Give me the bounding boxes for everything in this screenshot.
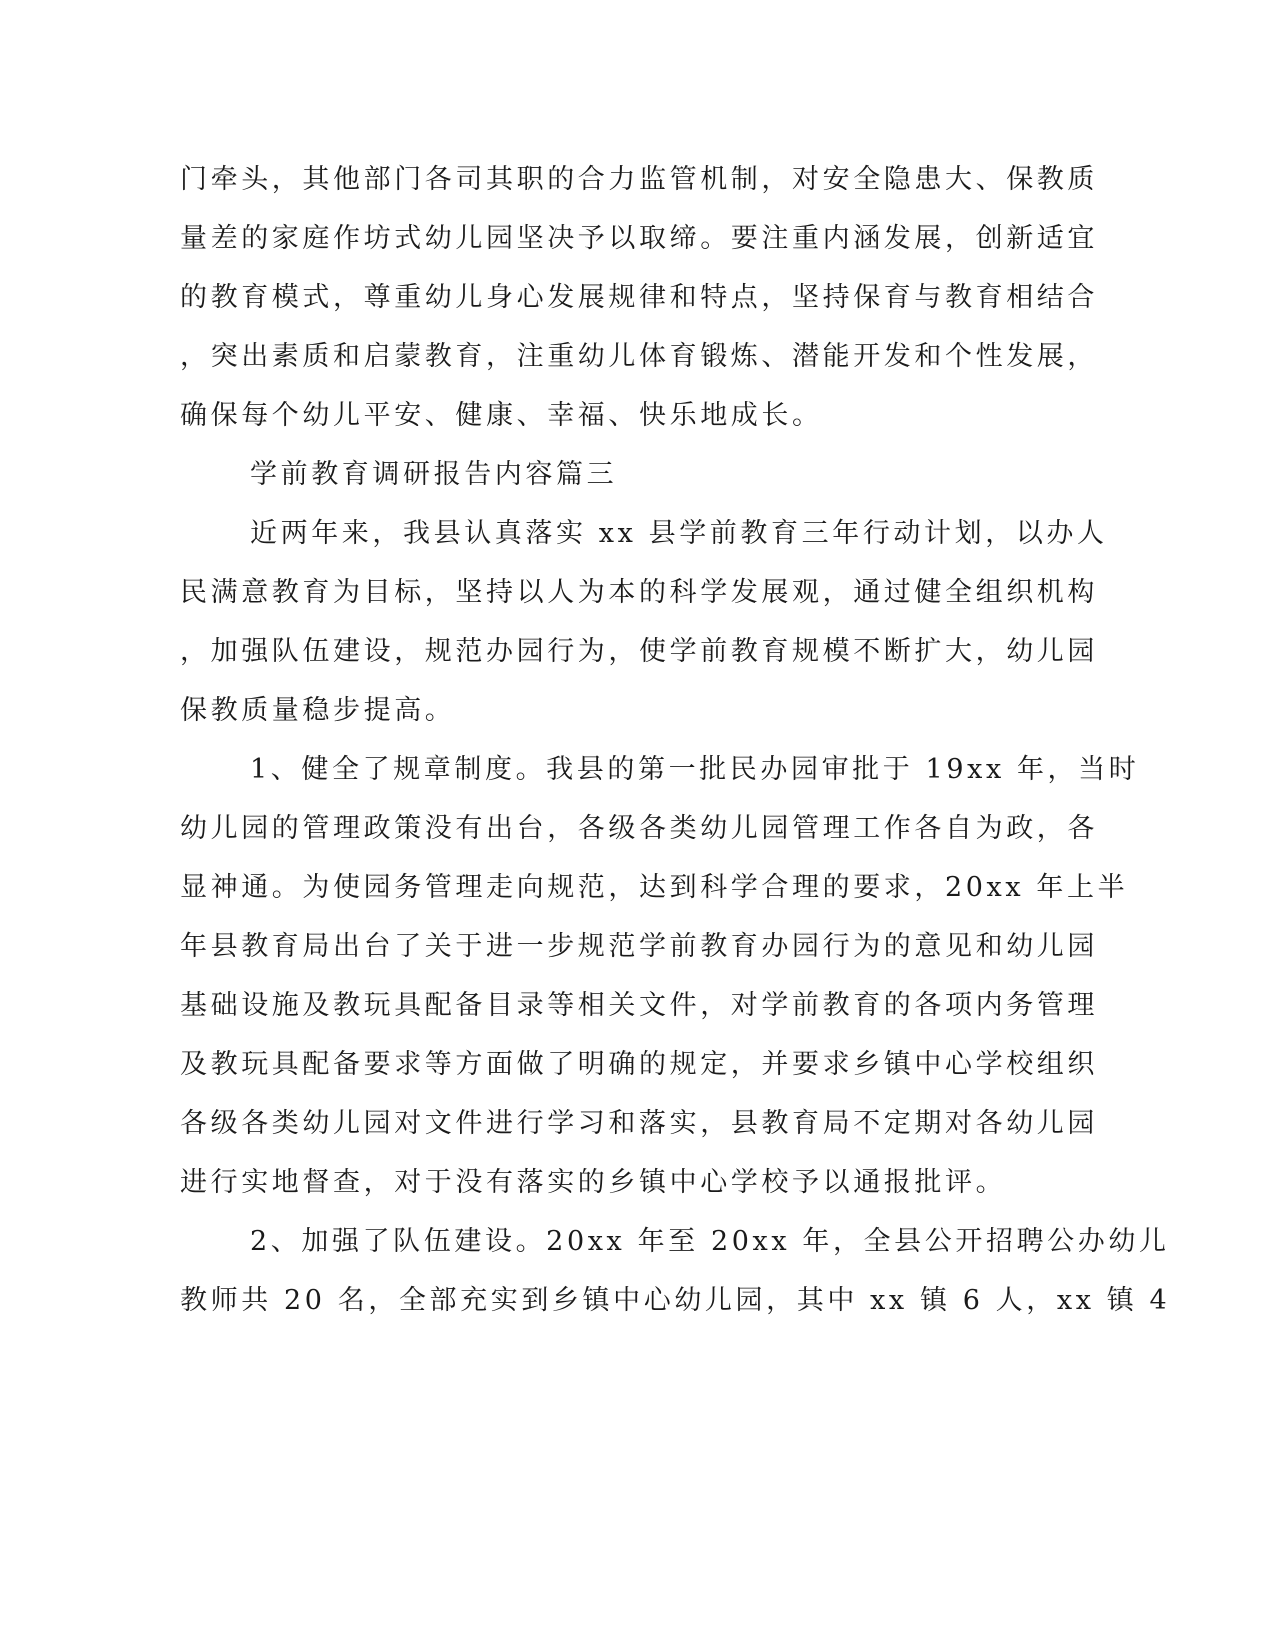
text-line: 确保每个幼儿平安、健康、幸福、快乐地成长。: [180, 400, 823, 431]
text-line: 教师共 20 名，全部充实到乡镇中心幼儿园，其中 xx 镇 6 人，xx 镇 4: [180, 1285, 1171, 1316]
text-line: ，突出素质和启蒙教育，注重幼儿体育锻炼、潜能开发和个性发展，: [180, 341, 1098, 372]
text-line: 的教育模式，尊重幼儿身心发展规律和特点，坚持保育与教育相结合: [180, 282, 1098, 313]
text-line: 量差的家庭作坊式幼儿园坚决予以取缔。要注重内涵发展，创新适宜: [180, 223, 1098, 254]
text-line: 民满意教育为目标，坚持以人为本的科学发展观，通过健全组织机构: [180, 577, 1098, 608]
text-line: ，加强队伍建设，规范办园行为，使学前教育规模不断扩大，幼儿园: [180, 636, 1098, 667]
text-line: 基础设施及教玩具配备目录等相关文件，对学前教育的各项内务管理: [180, 990, 1098, 1021]
text-line: 门牵头，其他部门各司其职的合力监管机制，对安全隐患大、保教质: [180, 164, 1098, 195]
text-line: 保教质量稳步提高。: [180, 695, 456, 726]
text-line: 进行实地督查，对于没有落实的乡镇中心学校予以通报批评。: [180, 1167, 1007, 1198]
text-line: 近两年来，我县认真落实 xx 县学前教育三年行动计划，以办人: [250, 518, 1108, 549]
text-line: 及教玩具配备要求等方面做了明确的规定，并要求乡镇中心学校组织: [180, 1049, 1098, 1080]
text-line: 幼儿园的管理政策没有出台，各级各类幼儿园管理工作各自为政，各: [180, 813, 1098, 844]
text-line: 1、健全了规章制度。我县的第一批民办园审批于 19xx 年，当时: [250, 754, 1140, 785]
text-line: 年县教育局出台了关于进一步规范学前教育办园行为的意见和幼儿园: [180, 931, 1098, 962]
text-line: 各级各类幼儿园对文件进行学习和落实，县教育局不定期对各幼儿园: [180, 1108, 1098, 1139]
text-line: 显神通。为使园务管理走向规范，达到科学合理的要求，20xx 年上半: [180, 872, 1129, 903]
section-heading: 学前教育调研报告内容篇三: [250, 459, 618, 490]
text-line: 2、加强了队伍建设。20xx 年至 20xx 年，全县公开招聘公办幼儿: [250, 1226, 1170, 1257]
